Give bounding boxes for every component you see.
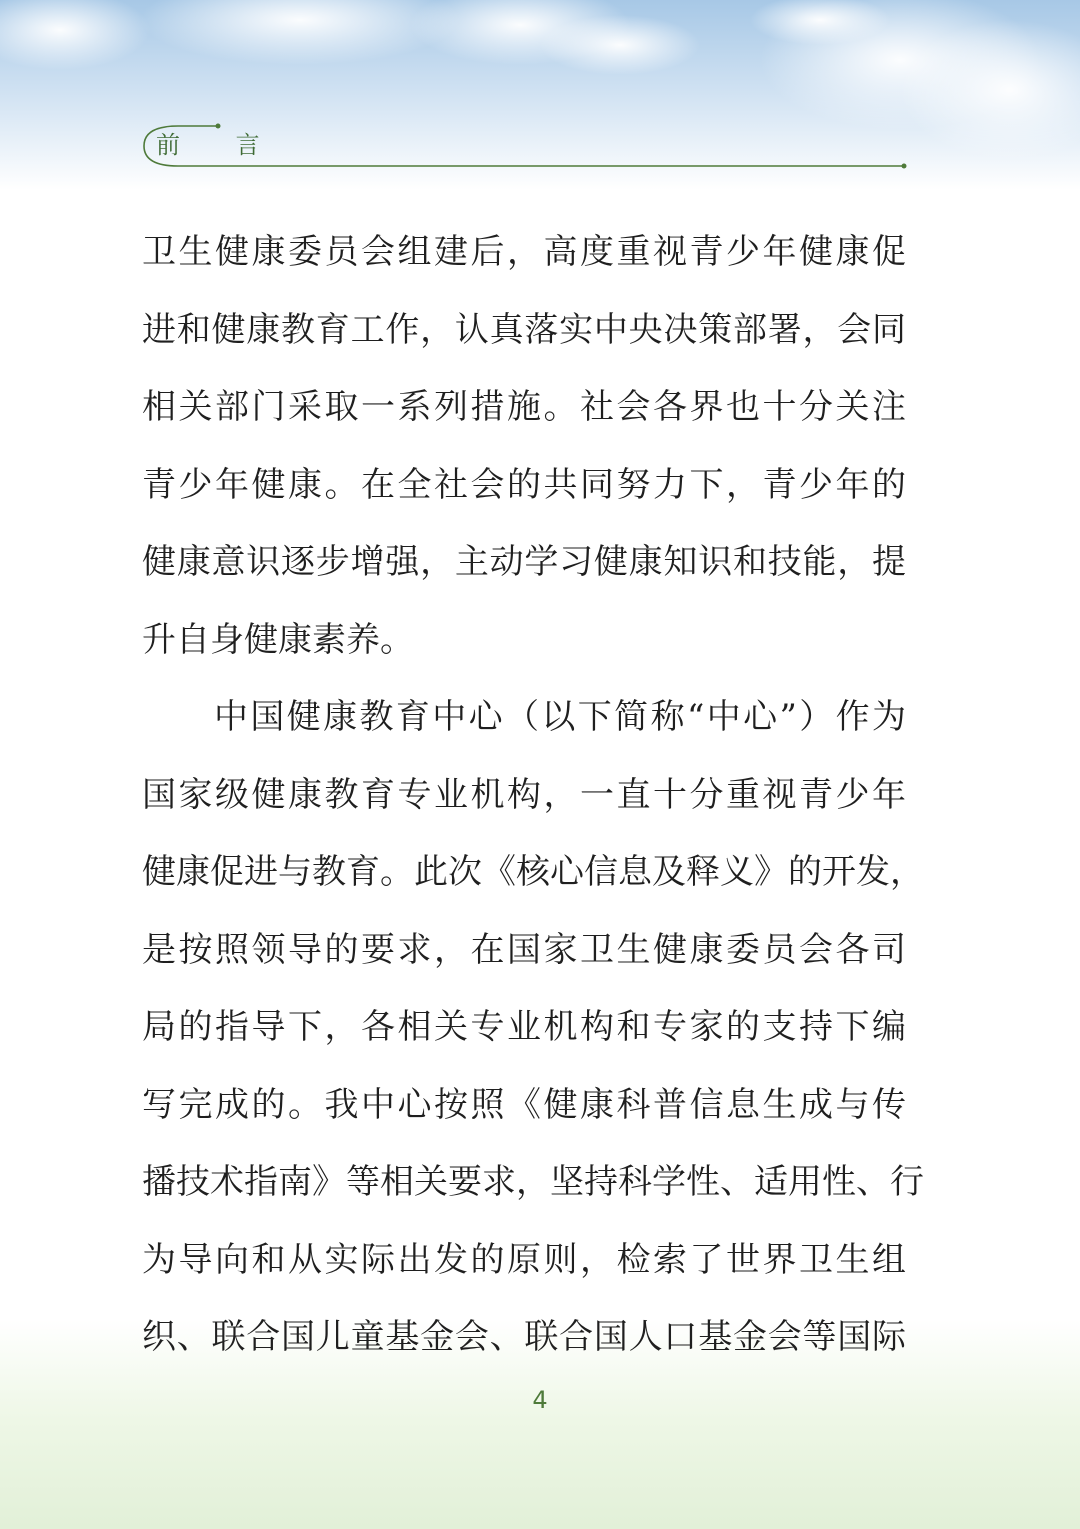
text-line: 国家级健康教育专业机构，一直十分重视青少年 [142,774,906,815]
text-line: 为导向和从实际出发的原则，检索了世界卫生组 [142,1239,906,1280]
text-line: 青少年健康。在全社会的共同努力下，青少年的 [142,464,906,505]
text-line: 播技术指南》等相关要求，坚持科学性、适用性、行 [142,1162,924,1202]
section-header [142,122,908,172]
text-line: 相关部门采取一系列措施。社会各界也十分关注 [142,387,906,427]
text-line: 健康意识逐步增强，主动学习健康知识和技能，提 [142,542,906,582]
body-text [142,214,924,1377]
text-line: 局的指导下，各相关专业机构和专家的支持下编 [142,1007,906,1047]
text-line: 织、联合国儿童基金会、联合国人口基金会等国际 [142,1317,906,1357]
text-line: 是按照领导的要求，在国家卫生健康委员会各司 [142,929,906,970]
paragraph [142,214,912,679]
text-line: 升自身健康素养。 [142,619,414,660]
text-line: 卫生健康委员会组建后，高度重视青少年健康促 [142,232,906,272]
text-line: 中国健康教育中心（以下简称“中心”）作为 [214,697,906,737]
paragraph [142,679,924,1377]
text-line: 进和健康教育工作，认真落实中央决策部署，会同 [142,309,906,350]
text-line: 写完成的。我中心按照《健康科普信息生成与传 [142,1084,906,1125]
section-title: 前 言 [156,131,284,159]
text-line: 健康促进与教育。此次《核心信息及释义》的开发， [142,852,924,892]
page-number: 4 [532,1386,548,1414]
